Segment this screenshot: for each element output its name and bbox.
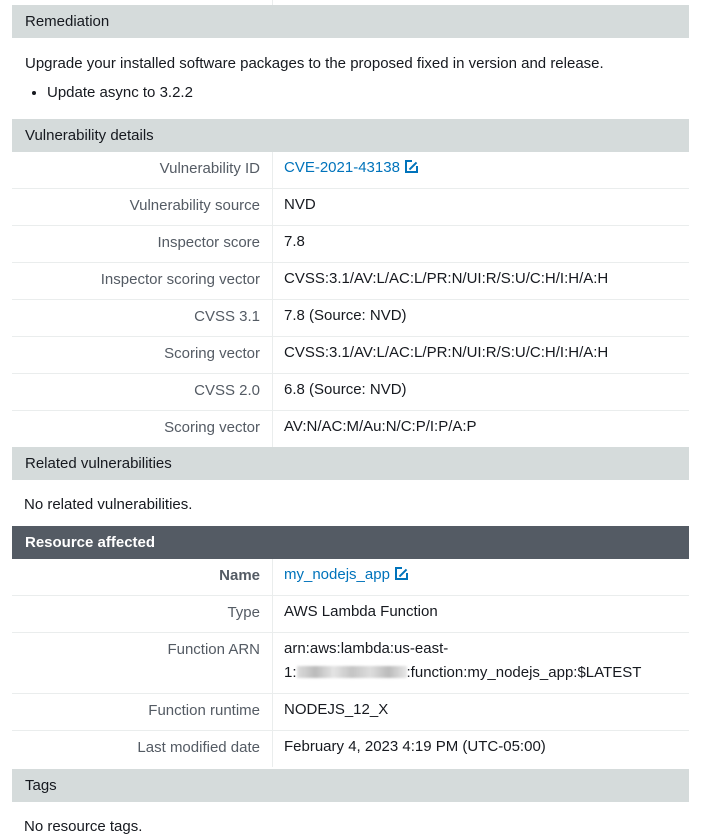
row-value: CVSS:3.1/AV:L/AC:L/PR:N/UI:R/S:U/C:H/I:H/A:H	[284, 270, 609, 287]
row-label: Type	[12, 596, 273, 632]
resource-name-link[interactable]	[284, 566, 408, 583]
row-label: Function runtime	[12, 694, 273, 730]
remediation-text: Upgrade your installed software packages to the proposed fixed in version and release.	[25, 55, 604, 72]
table-row	[12, 559, 689, 596]
function-arn-value	[273, 629, 641, 693]
table-row	[12, 731, 689, 767]
row-value: CVSS:3.1/AV:L/AC:L/PR:N/UI:R/S:U/C:H/I:H/A:H	[284, 344, 609, 361]
link-text: CVE-2021-43138	[284, 159, 400, 176]
row-label: Scoring vector	[12, 337, 273, 373]
row-label: Inspector scoring vector	[12, 263, 273, 299]
table-row	[12, 189, 689, 226]
vulnerability-id-link[interactable]	[284, 159, 418, 176]
arn-prefix: 1:	[284, 664, 297, 681]
row-label: Vulnerability source	[12, 189, 273, 225]
row-label: CVSS 2.0	[12, 374, 273, 410]
row-label: Last modified date	[12, 731, 273, 767]
row-label: Scoring vector	[12, 411, 273, 447]
tags-header: Tags	[12, 769, 689, 802]
row-label: Name	[12, 559, 273, 595]
arn-suffix: :function:my_nodejs_app:$LATEST	[406, 664, 642, 681]
row-value: NVD	[284, 196, 316, 213]
row-label: Inspector score	[12, 226, 273, 262]
row-value: 7.8 (Source: NVD)	[284, 307, 407, 324]
tags-text: No resource tags.	[24, 818, 143, 835]
row-value: 7.8	[284, 233, 305, 250]
related-vulnerabilities-header: Related vulnerabilities	[12, 447, 689, 480]
resource-table	[12, 559, 689, 767]
arn-line1: arn:aws:lambda:us-east-	[284, 640, 449, 657]
table-row	[12, 300, 689, 337]
row-label: Function ARN	[12, 633, 273, 693]
resource-affected-header: Resource affected	[12, 526, 689, 559]
remediation-bullet: • Update async to 3.2.2	[47, 84, 689, 101]
row-value: 6.8 (Source: NVD)	[284, 381, 407, 398]
remediation-header: Remediation	[12, 5, 689, 38]
row-value: February 4, 2023 4:19 PM (UTC-05:00)	[284, 738, 546, 755]
table-row	[12, 263, 689, 300]
redacted-account-id	[297, 666, 407, 678]
table-row	[12, 596, 689, 633]
table-row	[12, 694, 689, 731]
table-row	[12, 633, 689, 694]
vulnerability-details-header: Vulnerability details	[12, 119, 689, 152]
vulnerability-details-table	[12, 152, 689, 447]
table-row	[12, 226, 689, 263]
related-vulnerabilities-text: No related vulnerabilities.	[24, 496, 193, 513]
external-link-icon	[405, 160, 418, 173]
table-row	[12, 337, 689, 374]
row-label: CVSS 3.1	[12, 300, 273, 336]
link-text: my_nodejs_app	[284, 566, 390, 583]
table-row	[12, 374, 689, 411]
row-value: NODEJS_12_X	[284, 701, 389, 718]
table-row	[12, 152, 689, 189]
row-value: AV:N/AC:M/Au:N/C:P/I:P/A:P	[284, 418, 477, 435]
row-label: Vulnerability ID	[12, 152, 273, 188]
external-link-icon	[395, 567, 408, 580]
table-row	[12, 411, 689, 447]
row-value: AWS Lambda Function	[284, 603, 438, 620]
